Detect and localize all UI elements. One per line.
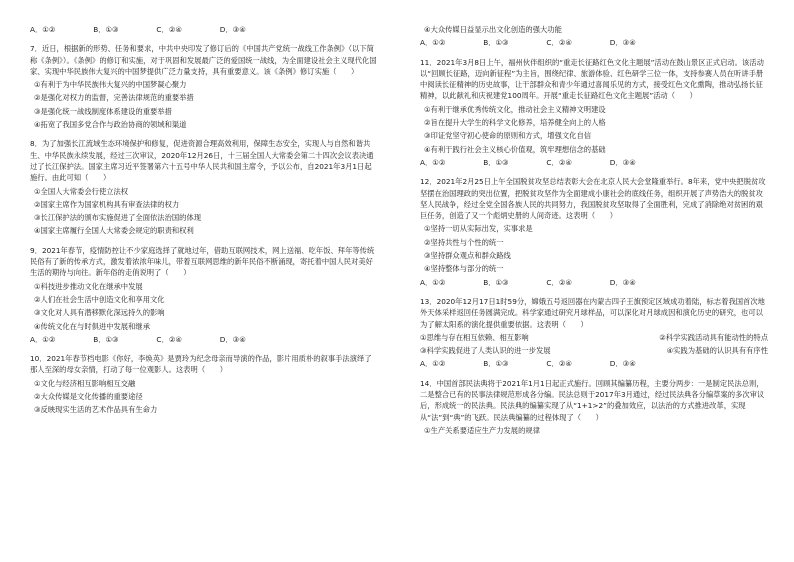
option-a[interactable]: A．①② [420, 277, 446, 287]
option-c[interactable]: C．②④ [546, 359, 572, 369]
q9-choice-4: ④传统文化在与时俱进中发展和继承 [34, 321, 150, 331]
option-a[interactable]: A．①② [420, 157, 446, 167]
option-d[interactable]: D．③④ [219, 334, 246, 344]
q12-options [420, 277, 636, 288]
option-c[interactable]: C．②④ [156, 25, 182, 34]
option-b[interactable]: B．①③ [483, 359, 509, 369]
q13-choices-row-1 [420, 332, 768, 343]
q12-choice-4: ④坚持整体与部分的统一 [424, 264, 504, 274]
q13-choice-3: ③科学实践促进了人类认识的进一步发展 [420, 346, 551, 356]
right-column [420, 22, 768, 438]
option-c[interactable]: C．②④ [546, 157, 572, 167]
q7-choice-4: ④拓宽了我国多党合作与政治协商的领域和渠道 [34, 120, 187, 130]
q9-choice-3: ③文化对人具有潜移默化深远持久的影响 [34, 308, 165, 318]
left-column [30, 22, 378, 418]
q13-choice-2: ②科学实践活动具有能动性的特点 [659, 332, 768, 342]
q8-choice-3: ③长江保护法的颁布实施促进了全面依法治国的体现 [34, 213, 202, 223]
q11-choice-2: ②旨在提升大学生的科学文化修养，培养健全向上的人格 [424, 118, 606, 128]
q12-choice-2: ②坚持共性与个性的统一 [424, 237, 504, 247]
question-11-stem: 11．2021年3月8日上午，福州伙伴组织的“重走长征路红色文化主题展”活动在鼓山景区正式启动。该活动以“回顾长征路，迈向新征程”为主旨，围绕纪律、旅游体验、红色研学三位一体，支持参赛人员在听讲手册中阅读长征精神的历史故事，让干部群众和青少年通过喜闻乐见的方式，接受红色文化熏陶，推动弘扬长征精神，以此献礼和庆祝建党100周年。开展“重走长征路红色文化主题展”活动（ ） [420, 57, 764, 101]
q14-choice-1: ①生产关系要适应生产力发展的规律 [424, 425, 540, 435]
q10-choice-1: ①文化与经济相互影响相互交融 [34, 378, 136, 388]
q12-choice-1: ①坚持一切从实际出发，实事求是 [424, 224, 533, 234]
question-14-stem: 14．中国首部民法典将于2021年1月1日起正式施行。回顾其编纂历程，主要分两步：一是制定民法总则，二是整合已有的民事法律规范形成各分编。民法总则于2017年3月通过，经过民法典各分编草案的多次审议后，形成统一的民法典。民法典的编纂实现了从“1+1>2”的叠加效应，以法治的方式推进改革，实现从“法”到“典”的飞跃。民法典编纂的过程体现了（ ） [420, 378, 765, 422]
q12-choice-3: ③坚持群众观点和群众路线 [424, 251, 511, 261]
option-b[interactable]: B．①③ [483, 157, 509, 167]
q7-choice-3: ③是强化统一战线制度体系建设的重要举措 [34, 106, 172, 116]
q13-choices-row-2 [420, 345, 768, 356]
q9-options [30, 334, 246, 345]
q10-choice-2: ②大众传媒是文化传播的重要途径 [34, 392, 143, 402]
option-c[interactable]: C．②④ [546, 38, 572, 48]
option-d[interactable]: D．③④ [609, 38, 636, 48]
q10-options [420, 37, 636, 48]
q10-choice-3: ③反映现实生活的艺术作品具有生命力 [34, 405, 158, 415]
q6-options [30, 24, 246, 35]
q11-choice-4: ④有利于践行社会主义核心价值观，筑牢理想信念的基础 [424, 144, 606, 154]
option-a[interactable]: A．①② [30, 25, 56, 34]
option-b[interactable]: B．①③ [93, 334, 119, 344]
option-d[interactable]: D．③④ [609, 277, 636, 287]
option-d[interactable]: D．③④ [609, 157, 636, 167]
option-a[interactable]: A．①② [30, 334, 56, 344]
q11-options [420, 157, 636, 168]
option-b[interactable]: B．①③ [483, 38, 509, 48]
question-7-stem: 7．近日，根据新的形势、任务和要求，中共中央印发了修订后的《中国共产党统一战线工作条例》（以下简称《条例》）。《条例》的修订和实施，对于巩固和发展最广泛的爱国统一战线，为全面建设社会主义现代化国家、实现中华民族伟大复兴的中国梦提供广泛力量支持，具有重要意义。该《条例》修订实施（ ） [30, 44, 377, 76]
option-c[interactable]: C．②④ [546, 277, 572, 287]
q8-choice-2: ②国家主席作为国家机构具有审查法律的权力 [34, 199, 180, 209]
option-b[interactable]: B．①③ [93, 25, 119, 34]
question-10-stem: 10．2021年春节档电影《你好，李焕英》是贾玲为纪念母亲而导演的作品，影片用质朴的叙事手法演绎了那人至深的母女亲情，打动了每一位观影人。这表明（ ） [30, 354, 372, 375]
q11-choice-3: ③印证党坚守初心使命的原则和方式，增强文化自信 [424, 131, 592, 141]
q7-choice-1: ①有利于为中华民族伟大复兴的中国梦凝心聚力 [34, 80, 187, 90]
question-9-stem: 9．2021年春节，疫情防控让不少家庭选择了就地过年，借助互联网技术，网上送福、吃年饭、拜年等传统民俗有了新的传承方式，激发着浓浓年味儿，带着互联网思维的新年民俗不断涌现，寄托着中国人民对美好生活的期待与向往。新年俗的走俏说明了（ ） [30, 245, 375, 278]
q9-choice-1: ①科技进步推动文化在继承中发展 [34, 281, 143, 291]
option-b[interactable]: B．①③ [483, 277, 509, 287]
option-c[interactable]: C．②④ [156, 334, 182, 344]
q13-options [420, 358, 636, 369]
q13-choice-4: ④实践为基础的认识具有有序性 [666, 346, 768, 356]
question-8-stem: 8．为了加强长江流域生态环境保护和修复，促进资源合理高效利用，保障生态安全，实现人与自然和谐共生、中华民族永续发展，经过三次审议，2020年12月26日，十三届全国人大常委会第二十四次会议表决通过了长江保护法。国家主席习近平签署第六十五号中华人民共和国主席令，予以公布，自2021年3月1日起施行。由此可知（ ） [30, 139, 374, 183]
q8-choice-4: ④国家主席履行全国人大常委会规定的职责和权利 [34, 226, 194, 236]
option-a[interactable]: A．①② [420, 38, 446, 48]
q7-choice-2: ②是强化对权力的监督，完善法律规范的重要举措 [34, 93, 194, 103]
q11-choice-1: ①有利于继承优秀传统文化，推动社会主义精神文明建设 [424, 104, 606, 114]
q13-choice-1: ①思维与存在相互依赖、相互影响 [420, 332, 529, 342]
q8-choice-1: ①全国人大常委会行使立法权 [34, 186, 129, 196]
question-13-stem: 13．2020年12月17日1时59分，嫦娥五号返回器在内蒙古四子王旗预定区域成功着陆，标志着我国首次地外天体采样返回任务圆满完成。科学家通过研究月球样品，可以深化对月球成因和演化历史的研究，也可以为了解太阳系的演化提供重要依据。这表明（ ） [420, 296, 765, 329]
option-d[interactable]: D．③④ [609, 359, 636, 369]
option-d[interactable]: D．③④ [219, 25, 246, 34]
q10-choice-4: ④大众传媒日益显示出文化创造的强大功能 [424, 25, 562, 34]
q9-choice-2: ②人们在社会生活中创造文化和享用文化 [34, 294, 165, 304]
option-a[interactable]: A．①② [420, 359, 446, 369]
question-12-stem: 12．2021年2月25日上午全国脱贫攻坚总结表彰大会在北京人民大会堂隆重举行。8年来，党中央把脱贫攻坚摆在治国理政的突出位置，把脱贫攻坚作为全面建成小康社会的底线任务，组织开展了声势浩大的脱贫攻坚人民战争，经过全党全国各族人民的共同努力，我国脱贫攻坚取得了全面胜利，完成了消除绝对贫困的艰巨任务，创造了又一个彪炳史册的人间奇迹。这表明（ ） [420, 177, 766, 221]
